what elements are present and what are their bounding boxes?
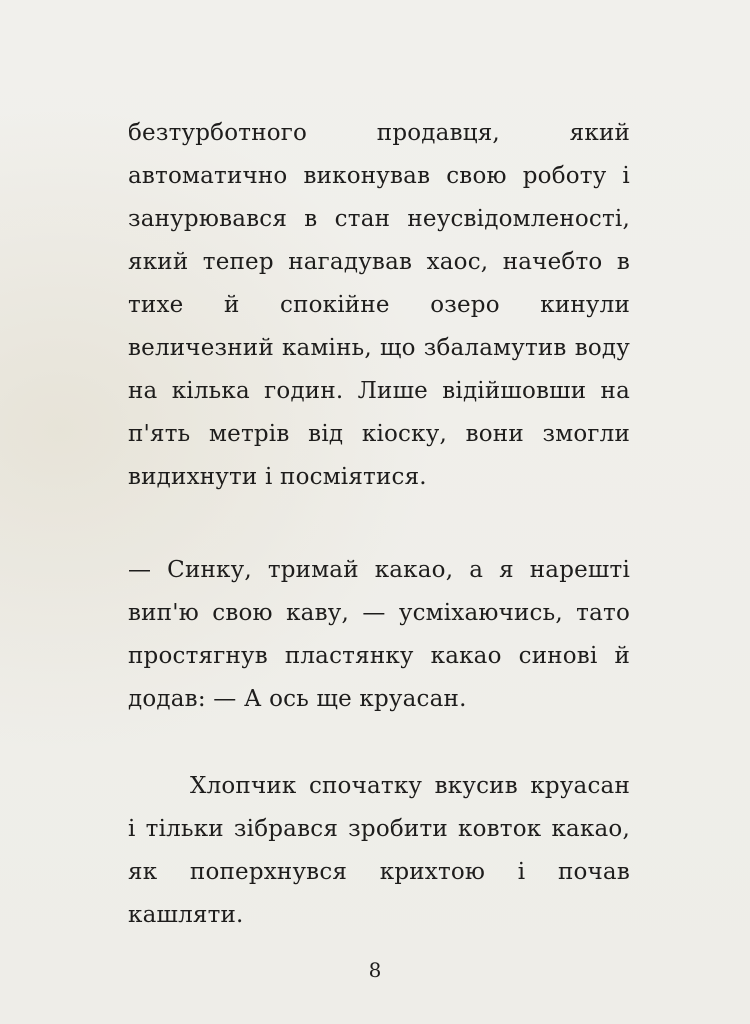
paragraph-continuation: [128, 112, 630, 499]
paragraph-dialogue: [128, 549, 630, 721]
paragraph-narration: [128, 765, 630, 937]
paragraph-text: безтурботного продавця, який автоматично виконував свою роботу і занурювався в стан неусвідомленості, який тепер нагадував хаос, начебто в тихе й спокійне озеро кинули величезний камінь, що збаламутив воду на кілька годин. Лише відійшовши на п'ять метрів від кіоску, вони змогли видихнути і посміятися.: [128, 120, 630, 490]
paragraph-text: — Синку, тримай какао, а я нарешті вип'ю свою каву, — усміхаючись, тато простягнув пластянку какао синові й додав: — А ось ще круасан.: [128, 557, 630, 712]
page-number: 8: [368, 958, 382, 982]
paragraph-text: Хлопчик спочатку вкусив круасан і тільки зібрався зробити ковток какао, як поперхнувся крихтою і почав кашляти.: [128, 773, 630, 928]
